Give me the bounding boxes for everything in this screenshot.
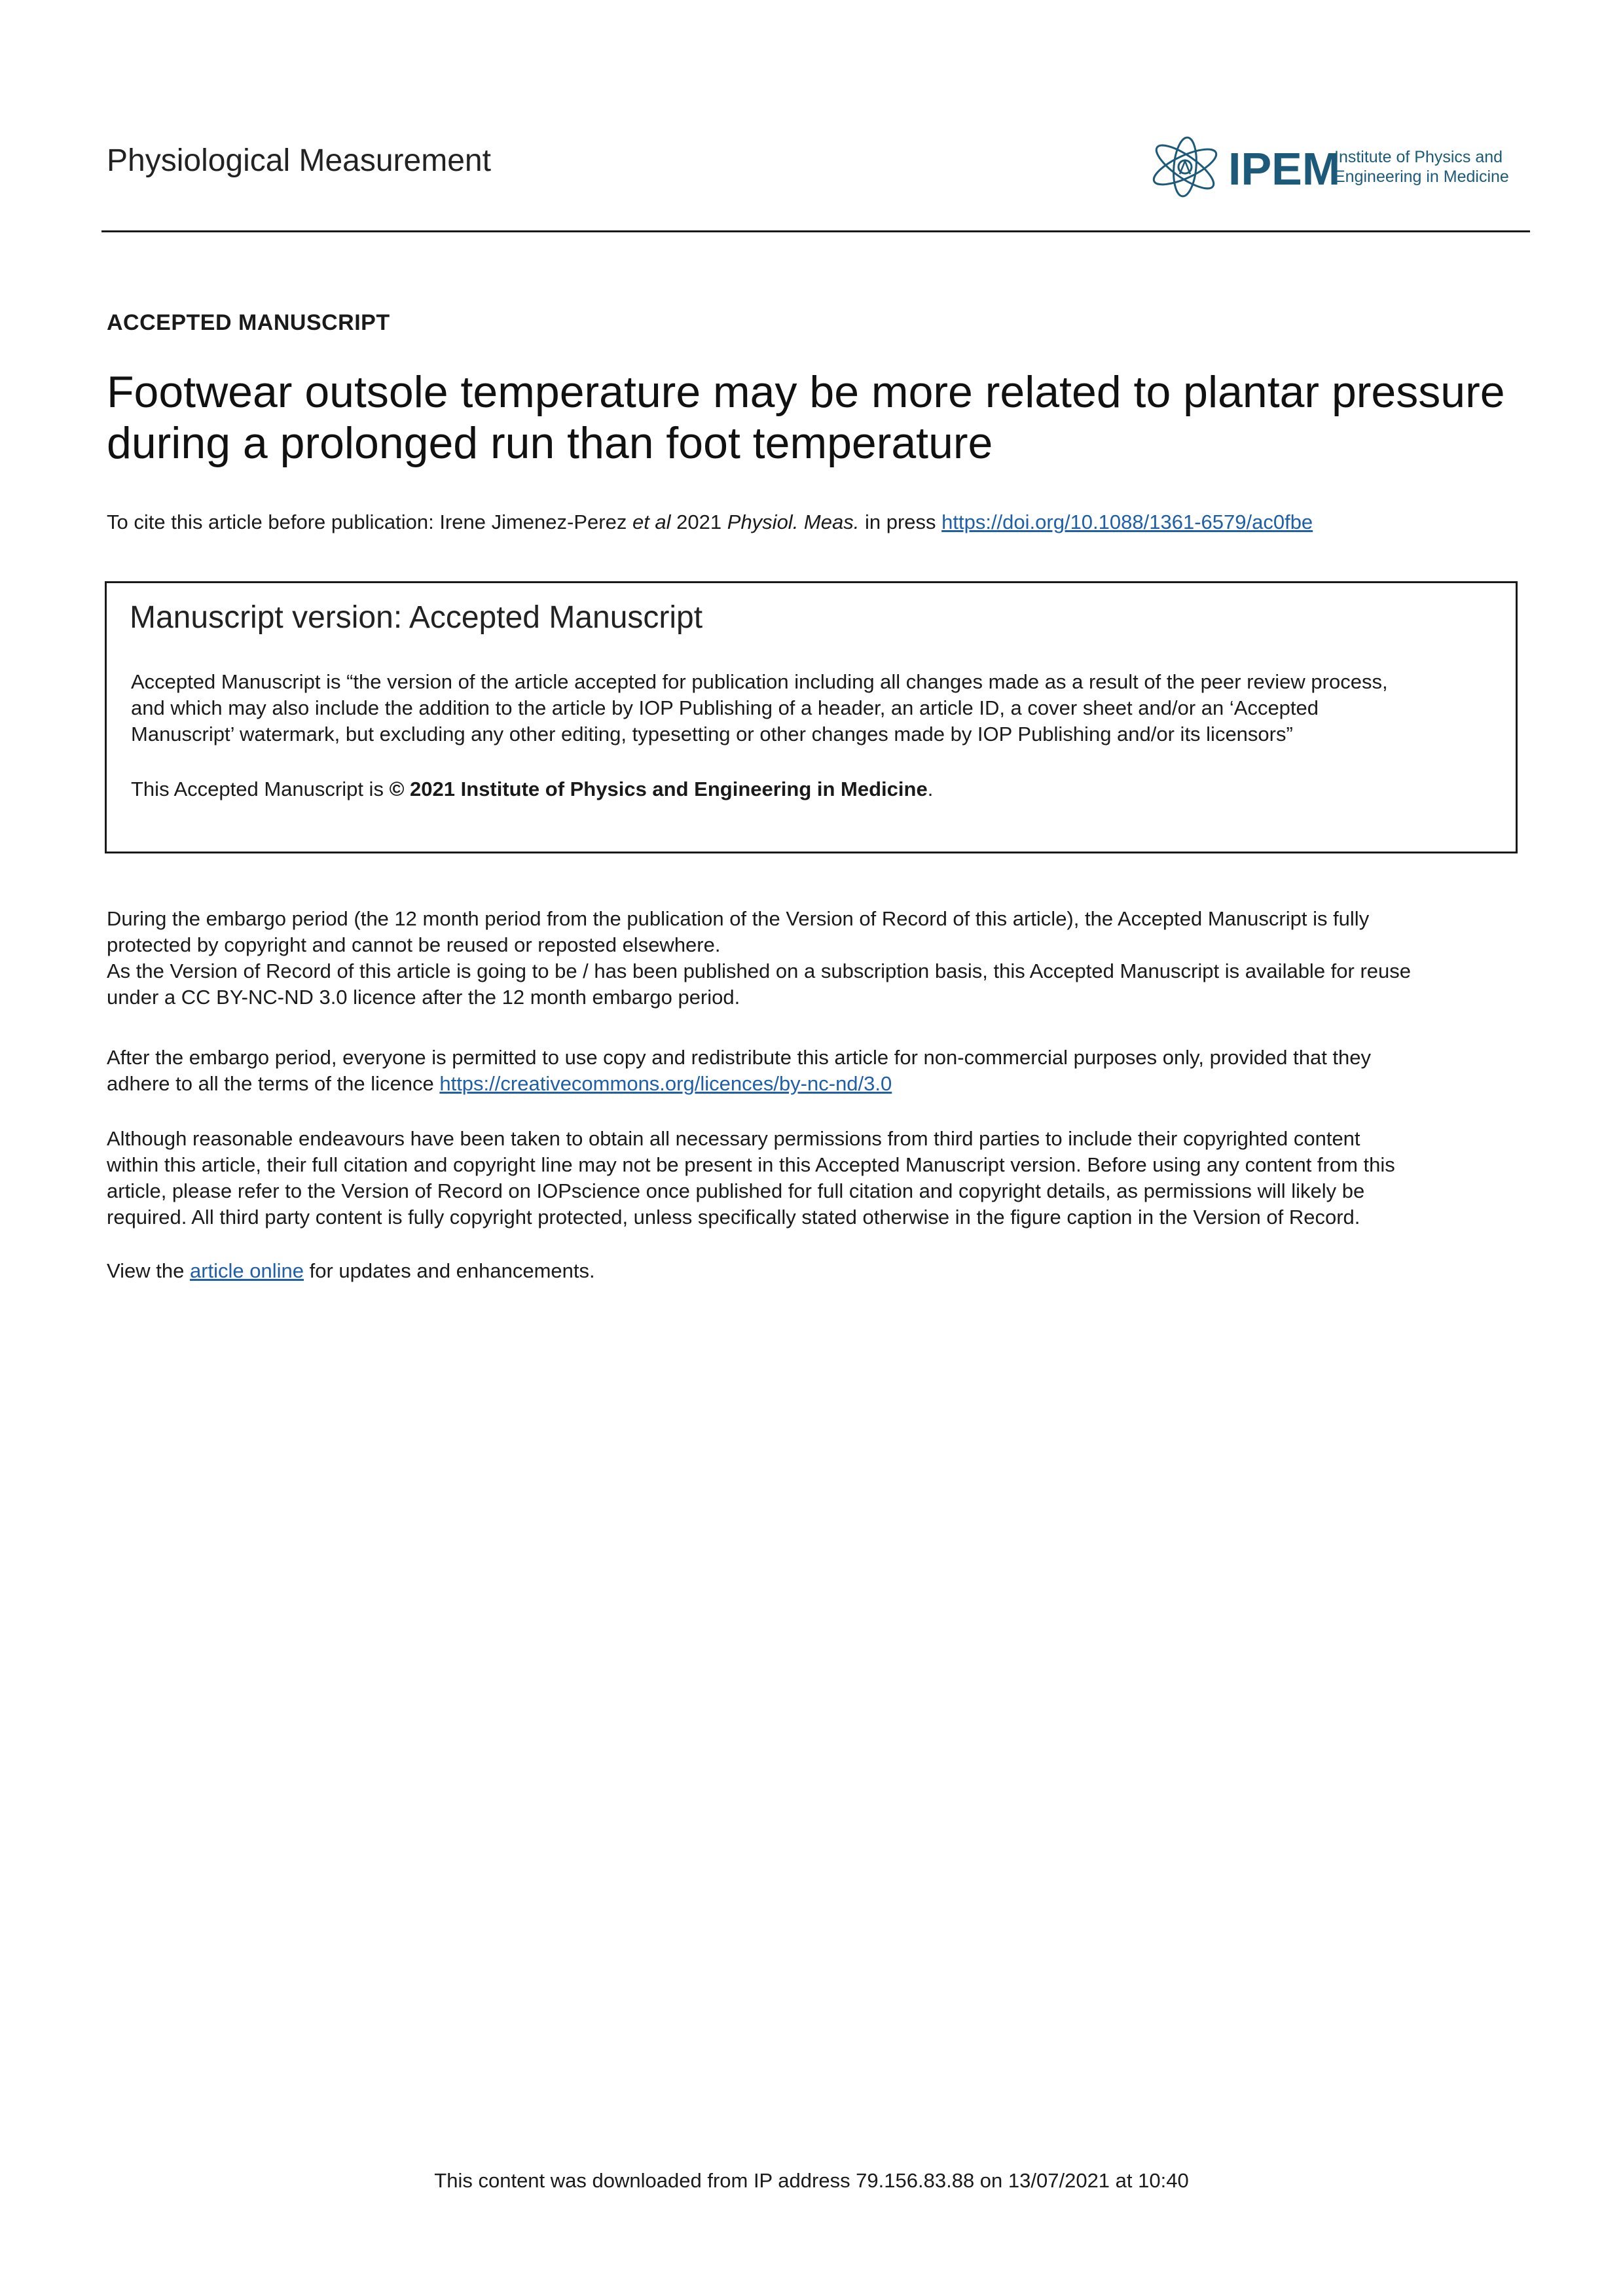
manuscript-definition (131, 669, 1506, 747)
citation-journal: Physiol. Meas. (727, 511, 860, 533)
paragraph-line: Although reasonable endeavours have been taken to obtain all necessary permissions from third parties to include their copyrighted content (107, 1127, 1360, 1150)
logo-acronym: IPEM (1228, 143, 1341, 194)
paragraph-line: As the Version of Record of this article is going to be / has been published on a subscription basis, this Accepted Manuscript is available for reuse (107, 960, 1412, 982)
article-title-line: during a prolonged run than foot temperature (107, 418, 993, 468)
manuscript-version-heading: Manuscript version: Accepted Manuscript (130, 600, 703, 635)
copyright-suffix: . (927, 778, 934, 800)
licence-prefix: adhere to all the terms of the licence (107, 1072, 440, 1095)
paragraph-line (107, 1071, 1547, 1097)
view-prefix: View the (107, 1259, 190, 1282)
paragraph-line: within this article, their full citation and copyright line may not be present in this Accepted Manuscript version. Before using any content from this (107, 1153, 1395, 1176)
definition-line: and which may also include the addition to the article by IOP Publishing of a header, an article ID, a cover sheet and/or an ‘Accepted (131, 696, 1319, 719)
paragraph-line (107, 1258, 1547, 1284)
header-divider (101, 230, 1530, 232)
manuscript-label: ACCEPTED MANUSCRIPT (107, 310, 390, 335)
paragraph-line: After the embargo period, everyone is permitted to use copy and redistribute this article for non-commercial purposes only, provided that they (107, 1046, 1372, 1069)
licence-link[interactable]: https://creativecommons.org/licences/by-nc-nd/3.0 (439, 1072, 892, 1095)
embargo-paragraph (107, 906, 1547, 1011)
copyright-holder: © 2021 Institute of Physics and Engineering in Medicine (389, 778, 928, 800)
paragraph-line: During the embargo period (the 12 month period from the publication of the Version of Record of this article), the Accepted Manuscript is fully (107, 907, 1370, 930)
definition-line: Manuscript’ watermark, but excluding any other editing, typesetting or other changes made by IOP Publishing and/or its licensors” (131, 723, 1293, 745)
copyright-statement (131, 776, 933, 802)
journal-name: Physiological Measurement (107, 143, 491, 178)
definition-line: Accepted Manuscript is “the version of the article accepted for publication including all changes made as a result of the peer review process, (131, 670, 1388, 693)
paragraph-line: protected by copyright and cannot be reused or reposted elsewhere. (107, 933, 721, 956)
logo-tagline-line1: Institute of Physics and (1334, 148, 1503, 166)
citation-prefix: To cite this article before publication: Irene Jimenez-Perez (107, 511, 632, 533)
view-online-paragraph (107, 1258, 1547, 1284)
copyright-prefix: This Accepted Manuscript is (131, 778, 390, 800)
citation-et-al: et al (632, 511, 671, 533)
doi-link[interactable]: https://doi.org/10.1088/1361-6579/ac0fbe (941, 511, 1313, 533)
paragraph-line: under a CC BY-NC-ND 3.0 licence after the 12 month embargo period. (107, 986, 740, 1009)
citation-line (107, 509, 1313, 535)
article-online-link[interactable]: article online (189, 1259, 304, 1282)
paragraph-line: article, please refer to the Version of Record on IOPscience once published for full citation and copyright details, as permissions will likely be (107, 1179, 1365, 1202)
logo-tagline-line2: Engineering in Medicine (1334, 168, 1509, 186)
view-suffix: for updates and enhancements. (304, 1259, 595, 1282)
permissions-paragraph (107, 1126, 1547, 1230)
citation-year: 2021 (670, 511, 727, 533)
article-title (107, 367, 1534, 469)
citation-status: in press (859, 511, 942, 533)
download-notice: This content was downloaded from IP address 79.156.83.88 on 13/07/2021 at 10:40 (434, 2169, 1189, 2192)
paragraph-line: required. All third party content is fully copyright protected, unless specifically stated otherwise in the figure caption in the Version of Record. (107, 1206, 1360, 1229)
ipem-logo[interactable] (1147, 131, 1527, 203)
article-title-line: Footwear outsole temperature may be more related to plantar pressure (107, 367, 1505, 417)
atom-icon (1150, 137, 1221, 198)
licence-paragraph (107, 1045, 1547, 1097)
